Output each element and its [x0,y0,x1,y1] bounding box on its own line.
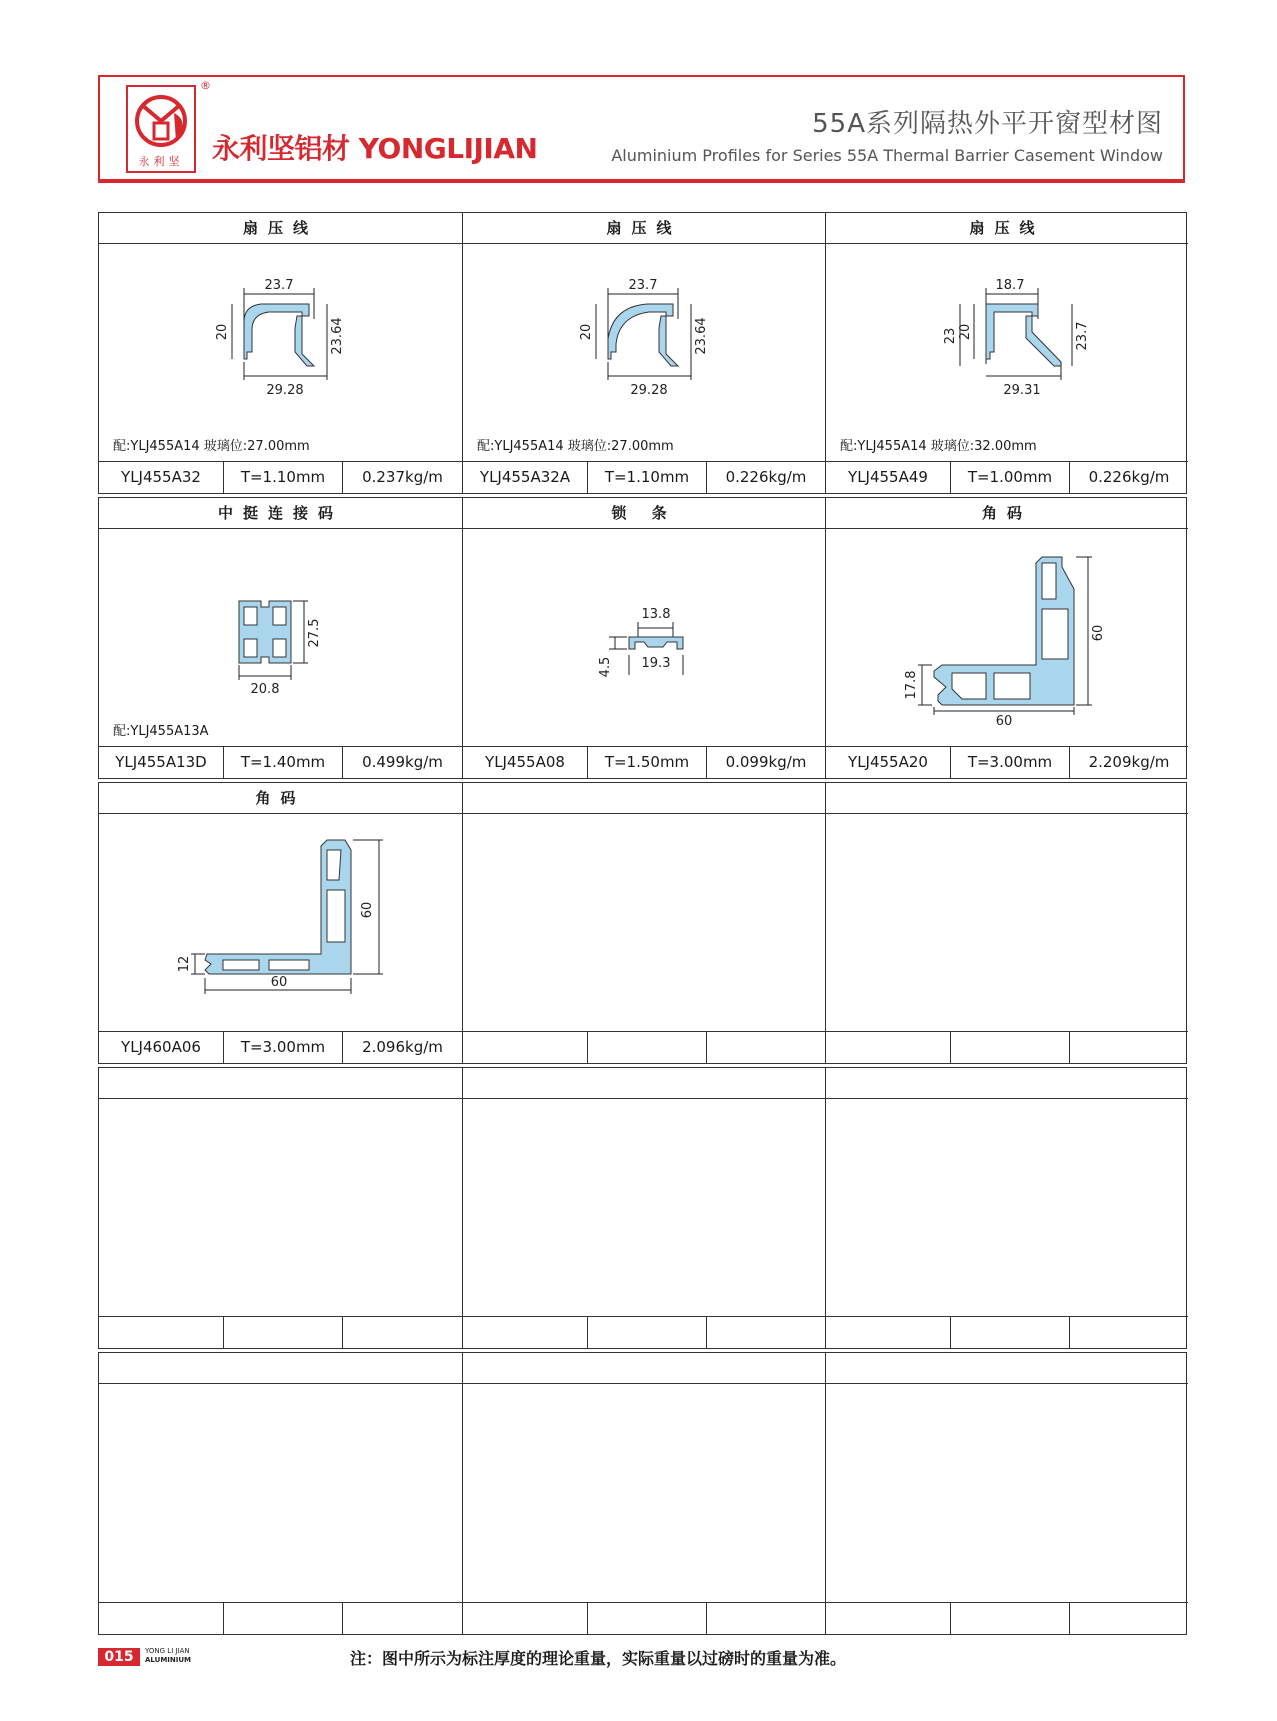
dim-right: 60 [1091,624,1106,642]
footer-brand-line1: YONG LI JIAN [145,1647,190,1655]
profile-weight: 0.226kg/m [1088,468,1170,486]
profile-cell [825,498,1188,778]
profile-section-icon [463,529,826,749]
empty-thickness [951,1032,1070,1063]
profile-thickness: T=1.50mm [588,747,707,778]
profile-drawing [99,814,462,1032]
footer-brand-line2: ALUMINIUM [145,1656,191,1664]
profile-note: 配:YLJ455A14 玻璃位:27.00mm [113,439,310,454]
empty-cell [825,1353,1188,1634]
profile-cell [462,213,825,493]
empty-row-4 [98,1067,1187,1349]
dim-right: 27.5 [307,618,322,648]
profile-weight: 0.099kg/m [725,753,807,771]
empty-thickness [951,1603,1070,1634]
registered-mark: ® [200,79,211,92]
brand-logo [126,85,196,173]
dim-left: 20 [958,323,973,341]
profile-weight: 2.096kg/m [362,1038,443,1056]
profile-spec-row [826,461,1188,493]
page-title-en: Aluminium Profiles for Series 55A Thermal Barrier Casement Window [611,146,1163,165]
empty-title [826,1353,1188,1384]
page-title-cn: 55A系列隔热外平开窗型材图 [812,109,1163,139]
empty-code [463,1032,588,1063]
empty-spec-row [826,1602,1188,1634]
dim-right: 23.64 [330,317,345,355]
empty-thickness [224,1317,343,1348]
empty-row-5 [98,1352,1187,1635]
empty-weight [343,1317,462,1348]
dim-bottom: 19.3 [641,656,671,671]
profile-cell [99,498,462,778]
profile-drawing [826,244,1188,462]
empty-code [99,1317,224,1348]
dim-bottom: 29.28 [630,383,668,398]
empty-title [463,783,825,814]
empty-cell [99,1353,462,1634]
empty-code [463,1317,588,1348]
profile-note: 配:YLJ455A14 玻璃位:32.00mm [840,439,1037,454]
profile-cell [825,213,1188,493]
empty-thickness [224,1603,343,1634]
profile-weight: 0.237kg/m [362,468,443,486]
empty-weight [1070,1317,1188,1348]
logo-emblem-icon [132,91,190,153]
profile-code: YLJ455A13D [99,747,224,778]
empty-spec-row [99,1316,462,1348]
profile-spec-row [826,746,1188,778]
profile-code: YLJ455A49 [826,462,951,493]
profile-title: 角码 [99,783,462,814]
profile-spec-row [463,461,825,493]
empty-title [99,1353,462,1384]
dim-right: 23.7 [1075,321,1090,351]
empty-cell [462,1353,825,1634]
profile-code: YLJ460A06 [99,1032,224,1063]
dim-right: 23.64 [694,317,709,355]
profile-thickness: T=1.10mm [588,462,707,493]
page-header [98,75,1185,183]
empty-code [826,1603,951,1634]
dim-left-outer: 23 [943,327,958,345]
empty-cell [462,1068,825,1348]
dim-bottom: 29.31 [1003,383,1041,398]
profile-spec-row [99,461,462,493]
profile-section-icon [826,244,1189,464]
profile-title: 角码 [826,498,1188,529]
profile-note: 配:YLJ455A14 玻璃位:27.00mm [477,439,674,454]
profile-spec-row [99,1031,462,1063]
empty-cell [462,783,825,1063]
empty-title [99,1068,462,1099]
empty-weight [1070,1603,1188,1634]
empty-code [826,1317,951,1348]
profile-spec-row [463,746,825,778]
profile-thickness: T=1.00mm [951,462,1070,493]
empty-code [463,1603,588,1634]
profile-row-3 [98,782,1187,1064]
profile-code: YLJ455A08 [463,747,588,778]
profile-section-icon [99,244,462,464]
profile-weight: 0.499kg/m [362,753,443,771]
footer-brand [145,1647,191,1665]
empty-title [463,1068,825,1099]
profile-title: 锁 条 [463,498,825,529]
profile-cell [99,213,462,493]
profile-cell [99,783,462,1063]
dim-top: 23.7 [628,278,658,293]
dim-top: 23.7 [264,278,294,293]
empty-thickness [951,1317,1070,1348]
empty-spec-row [99,1602,462,1634]
empty-title [826,783,1188,814]
profile-title: 中挺连接码 [99,498,462,529]
profile-drawing [826,529,1188,747]
empty-weight [707,1603,825,1634]
profile-section-icon [463,244,826,464]
profile-code: YLJ455A32 [99,462,224,493]
empty-cell [825,1068,1188,1348]
profile-section-icon [99,814,462,1034]
dim-bottom: 20.8 [250,682,280,697]
empty-weight [707,1032,825,1063]
profile-code: YLJ455A20 [826,747,951,778]
profile-note: 配:YLJ455A13A [113,724,209,739]
profile-title: 扇压线 [99,213,462,244]
profile-drawing [463,529,825,747]
empty-cell [825,783,1188,1063]
empty-code [826,1032,951,1063]
profile-weight: 0.226kg/m [725,468,807,486]
profile-row-2 [98,497,1187,779]
dim-left: 20 [579,323,594,341]
empty-spec-row [826,1316,1188,1348]
dim-top: 18.7 [995,278,1025,293]
empty-thickness [588,1317,707,1348]
dim-bottom: 60 [995,714,1013,729]
profile-thickness: T=3.00mm [224,1032,343,1063]
empty-spec-row [463,1602,825,1634]
dim-right: 60 [360,901,375,919]
profile-thickness: T=3.00mm [951,747,1070,778]
logo-caption: 永利坚 [138,155,184,168]
dim-left: 4.5 [598,656,613,678]
profile-weight: 2.209kg/m [1088,753,1170,771]
profile-title: 扇压线 [463,213,825,244]
profile-thickness: T=1.40mm [224,747,343,778]
dim-top: 13.8 [641,607,671,622]
dim-left: 20 [215,323,230,341]
empty-thickness [588,1032,707,1063]
empty-code [99,1603,224,1634]
page-number: 015 [98,1648,140,1666]
footer-note: 注：图中所示为标注厚度的理论重量，实际重量以过磅时的重量为准。 [350,1649,847,1668]
profile-drawing [99,244,462,462]
profile-cell [462,498,825,778]
profile-code: YLJ455A32A [463,462,588,493]
profile-title: 扇压线 [826,213,1188,244]
brand-name: 永利坚铝材 YONGLIJIAN [212,132,538,165]
profile-drawing [99,529,462,747]
dim-bottom: 60 [270,975,288,990]
profile-spec-row [99,746,462,778]
empty-weight [707,1317,825,1348]
empty-weight [343,1603,462,1634]
dim-left: 17.8 [904,670,919,700]
empty-title [826,1068,1188,1099]
dim-bottom: 29.28 [266,383,304,398]
dim-left: 12 [177,955,192,973]
empty-spec-row [826,1031,1188,1063]
empty-weight [1070,1032,1188,1063]
empty-spec-row [463,1316,825,1348]
profile-thickness: T=1.10mm [224,462,343,493]
empty-cell [99,1068,462,1348]
profile-row-1 [98,212,1187,494]
profile-section-icon [99,529,462,749]
profile-drawing [463,244,825,462]
empty-spec-row [463,1031,825,1063]
empty-title [463,1353,825,1384]
profile-section-icon [826,529,1189,749]
empty-thickness [588,1603,707,1634]
